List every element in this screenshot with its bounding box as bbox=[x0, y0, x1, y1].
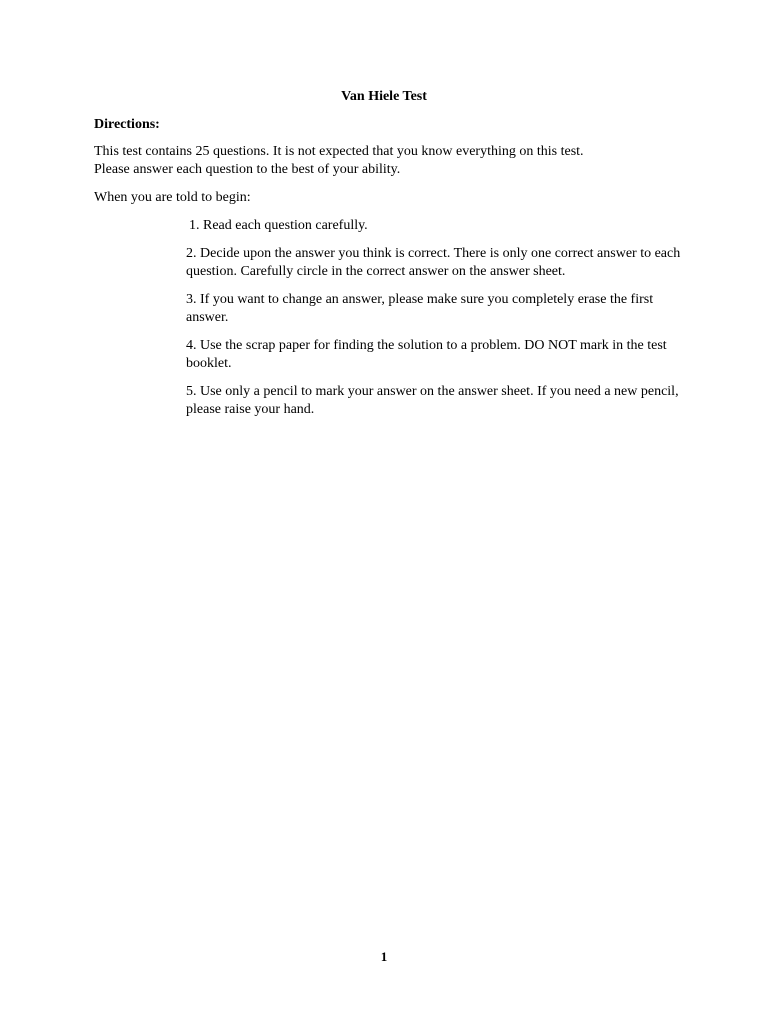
page-number: 1 bbox=[380, 949, 388, 964]
intro-paragraph bbox=[94, 143, 674, 179]
instruction-step: 2. Decide upon the answer you think is correct. There is only one correct answer to each question. Carefully circle in the correct answer on the answer sheet. bbox=[186, 246, 681, 279]
instruction-step: 4. Use the scrap paper for finding the solution to a problem. DO NOT mark in the test booklet. bbox=[186, 338, 667, 371]
instruction-step: 1. Read each question carefully. bbox=[189, 218, 368, 233]
instruction-step: 5. Use only a pencil to mark your answer on the answer sheet. If you need a new pencil, please raise your hand. bbox=[186, 384, 679, 417]
intro-line: Please answer each question to the best of your ability. bbox=[94, 162, 401, 177]
directions-heading: Directions: bbox=[94, 117, 160, 132]
instruction-steps bbox=[186, 217, 686, 429]
begin-instruction: When you are told to begin: bbox=[94, 190, 251, 205]
page-title: Van Hiele Test bbox=[341, 89, 427, 104]
intro-line: This test contains 25 questions. It is not expected that you know everything on this test. bbox=[94, 144, 584, 159]
instruction-step: 3. If you want to change an answer, please make sure you completely erase the first answer. bbox=[186, 292, 654, 325]
